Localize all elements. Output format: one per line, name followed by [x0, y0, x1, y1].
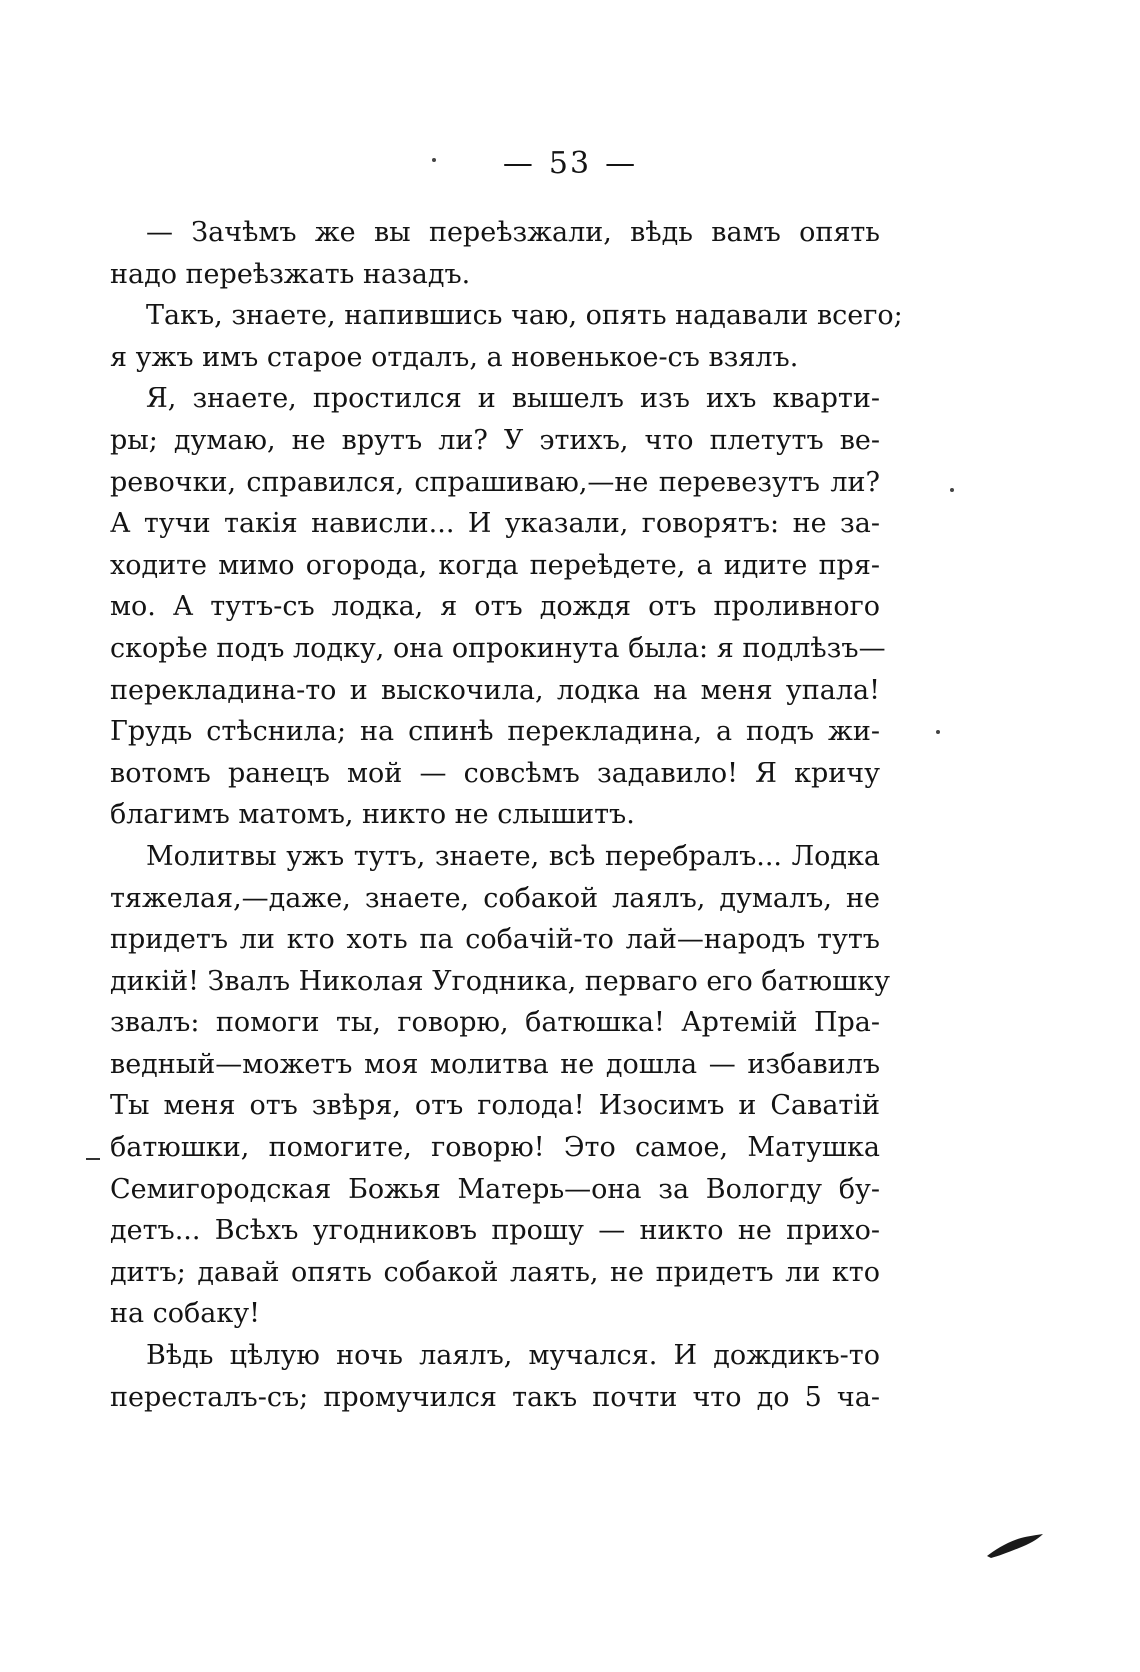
ink-blot-mark [985, 1532, 1045, 1560]
text-line: Семигородская Божья Матерь—она за Вологду бу- [110, 1173, 880, 1205]
text-line: батюшки, помогите, говорю! Это самое, Матушка [110, 1132, 880, 1164]
text-line: детъ... Всѣхъ угодниковъ прошу — никто не прихо- [110, 1215, 880, 1247]
text-line: Такъ, знаете, напившись чаю, опять надавали всего; [146, 300, 903, 332]
margin-dash-mark [86, 1158, 100, 1160]
text-line: ры; думаю, не врутъ ли? У этихъ, что плетутъ ве- [110, 424, 880, 456]
text-line: мо. А тутъ-съ лодка, я отъ дождя отъ проливного [110, 591, 880, 623]
text-line: звалъ: помоги ты, говорю, батюшка! Артемій Пра- [110, 1007, 880, 1039]
text-line: тяжелая,—даже, знаете, собакой лаялъ, думалъ, не [110, 882, 880, 914]
text-line: дитъ; давай опять собакой лаять, не придетъ ли кто [110, 1256, 880, 1288]
text-line: на собаку! [110, 1298, 261, 1330]
header-dash-right: — [605, 146, 638, 181]
text-line: я ужъ имъ старое отдалъ, а новенькое-съ взялъ. [110, 341, 799, 373]
text-line: благимъ матомъ, никто не слышитъ. [110, 799, 635, 831]
text-line: Ты меня отъ звѣря, отъ голода! Изосимъ и Саватій [110, 1090, 880, 1122]
text-line: скорѣе подъ лодку, она опрокинута была: я подлѣзъ— [110, 632, 886, 664]
text-line: ведный—можетъ моя молитва не дошла — избавилъ [110, 1048, 880, 1080]
body-text [110, 212, 903, 1418]
text-line: Я, знаете, простился и вышелъ изъ ихъ кварти- [146, 383, 880, 415]
text-line: — Зачѣмъ же вы переѣзжали, вѣдь вамъ опять [146, 217, 880, 248]
scan-speck [432, 158, 436, 162]
text-line: вотомъ ранецъ мой — совсѣмъ задавило! Я кричу [110, 757, 880, 789]
text-line: пересталъ-съ; промучился такъ почти что до 5 ча- [110, 1381, 880, 1413]
text-line: дикій! Звалъ Николая Угодника, перваго его батюшку [110, 965, 890, 997]
text-line: Вѣдь цѣлую ночь лаялъ, мучался. И дождикъ-то [146, 1340, 880, 1372]
scan-speck [936, 730, 940, 734]
text-line: А тучи такія нависли... И указали, говорятъ: не за- [110, 508, 880, 540]
text-line: ходите мимо огорода, когда переѣдете, а идите пря- [110, 549, 880, 581]
header-dash-left: — [502, 146, 535, 181]
page-number: 53 [548, 146, 592, 181]
text-line: ревочки, справился, спрашиваю,—не перевезутъ ли? [110, 466, 880, 498]
text-line: придетъ ли кто хоть па собачій-то лай—народъ тутъ [110, 924, 880, 956]
text-line: надо переѣзжать назадъ. [110, 258, 471, 290]
text-line: Грудь стѣснила; на спинѣ перекладина, а подъ жи- [110, 716, 880, 748]
text-line: Молитвы ужъ тутъ, знаете, всѣ перебралъ... Лодка [146, 840, 880, 872]
text-line: перекладина-то и выскочила, лодка на меня упала! [110, 674, 880, 706]
scan-speck [950, 488, 954, 492]
page-header [0, 146, 1140, 181]
